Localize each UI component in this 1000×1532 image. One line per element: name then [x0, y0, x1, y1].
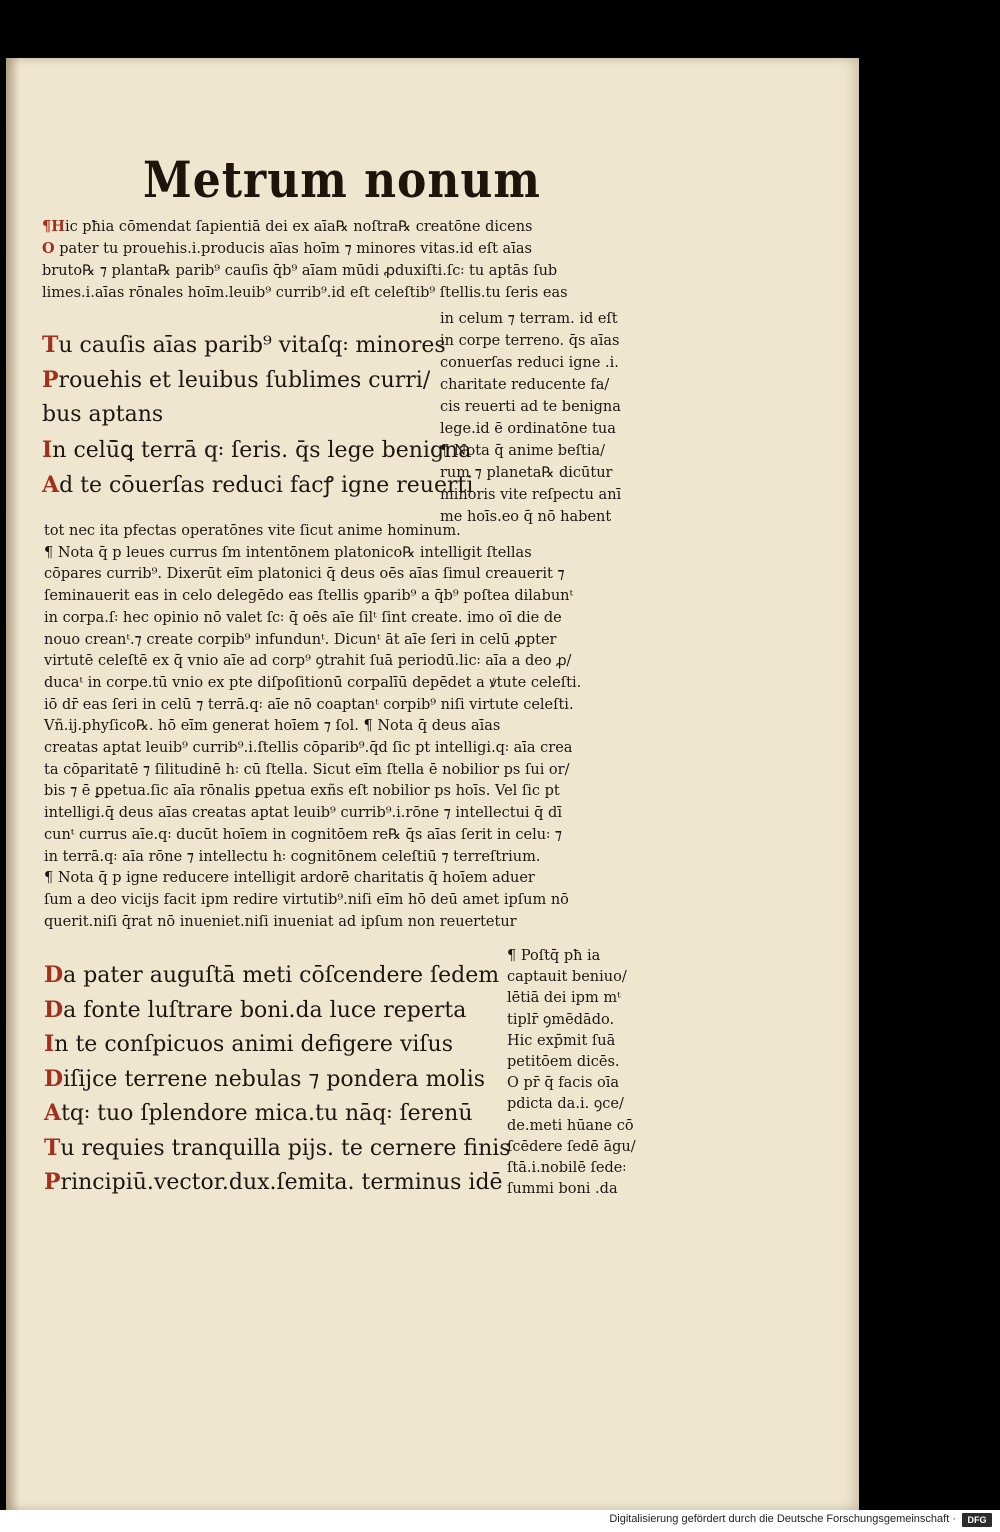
commentary-line: ta cōparitatē ⁊ ſilitudinē h꞉ cū ſtella. Sicut eīm ſtella ē nobilior ps ſui or/: [44, 761, 570, 778]
rubricated-initial: T: [42, 332, 59, 358]
commentary-line: bis ⁊ ē ꝑpetua.ſic aīa rōnalis ꝑpetua exñs eſt nobilior ps hoīs. Vel ſic pt: [44, 783, 560, 800]
verse-line: [44, 1027, 494, 1061]
commentary-line: ſum a deo vicijs facit ipm redire virtutib⁹.niſi eīm hō deū amet ipſum nō: [44, 891, 569, 908]
commentary-line: cunᵗ currus aīe.q꞉ ducūt hoīem in cognitōem re℞ q̄s aīas ſerit in celu꞉ ⁊: [44, 826, 562, 843]
line-text: pater tu prouehis.i.producis aīas hoīm ⁊ minores vitas.id eſt aīas: [54, 241, 532, 257]
footer-bar: [0, 1510, 1000, 1532]
page-title: Metrum nonum: [143, 152, 541, 210]
line-text: bus aptans: [42, 402, 164, 427]
rubricated-initial: D: [44, 1065, 64, 1092]
gloss-line: pdicta da.i. ꝯce/: [507, 1096, 624, 1113]
footer-credit: Digitalisierung gefördert durch die Deutsche Forschungsgemeinschaft ·: [609, 1513, 956, 1525]
rubricated-initial: H: [51, 218, 65, 235]
gloss-line: tiplr̄ ꝯmēdādo.: [507, 1011, 615, 1028]
verse-line: [42, 398, 427, 432]
rubricated-initial: I: [44, 1031, 55, 1057]
rubricated-initial: D: [44, 962, 64, 988]
commentary-line: querit.niſi q̄rat nō inueniet.niſi inueniat ad ipſum non reuertetur: [44, 913, 517, 930]
verse-line: [44, 1165, 503, 1199]
line-text: d te cōuerſas reduci facꝭ igne reuerti: [59, 473, 474, 498]
verse-line: [44, 1062, 494, 1096]
gloss-line: charitate reducente fa/: [440, 377, 610, 393]
gloss-line: me hoīs.eo q̄ nō habent: [440, 509, 612, 525]
gloss-line: petitōem dicēs.: [507, 1054, 620, 1070]
verse-line: [42, 328, 446, 362]
intro-line: [42, 282, 648, 304]
commentary-line: in corpa.ſ꞉ hec opinio nō valet ſc꞉ q̄ oēs aīe ſilᵗ ſint create. imo oī die de: [44, 609, 562, 626]
commentary-line: cōpares currib⁹. Dixerūt eīm platonici q̄ deus oēs aīas ſimul creauerit ⁊: [44, 566, 565, 583]
commentary-line: ¶ Nota q̄ p leues currus ſm intentōnem platonico℞ intelligit ſtellas: [44, 544, 532, 561]
intro-line: [42, 260, 648, 282]
gloss-line: Hic exp̄mit ſuā: [507, 1032, 616, 1049]
gloss-line: rum ⁊ planeta℞ dicūtur: [440, 465, 613, 481]
gloss-line: ¶ Nota q̄ anime beſtia/: [440, 443, 606, 459]
line-text: ic pħia cōmendat ſapientiā dei ex aīa℞ noſtra℞ creatōne dicens: [64, 219, 533, 235]
verse-line: [44, 958, 500, 992]
gloss-line: captauit beniuo/: [507, 969, 627, 986]
gloss-line: ſtā.i.nobilē ſede꞉: [507, 1160, 627, 1176]
verse-line: [44, 1131, 511, 1165]
intro-line: [42, 238, 648, 260]
commentary-line: iō dr̄ eas ſeri in celū ⁊ terrā.q꞉ aīe nō coaptanᵗ corpib⁹ niſi virtute celeſti.: [44, 696, 574, 713]
commentary-line: intelligi.q̄ deus aīas creatas aptat leuib⁹ currib⁹.i.rōne ⁊ intellectui q̄ dī: [44, 805, 562, 822]
line-text: n celū̄ꝗ terrā q꞉ ſeris. q̄s lege benigna: [52, 438, 472, 463]
commentary-line: tot nec ita pfectas operatōnes vite ſicut anime hominum.: [44, 523, 461, 539]
commentary-line: Vñ.ij.phyſico℞. hō eīm generat hoīem ⁊ ſol. ¶ Nota q̄ deus aīas: [44, 718, 501, 735]
rubricated-initial: P: [44, 1169, 61, 1195]
intro-line: [42, 216, 648, 238]
line-text: limes.i.aīas rōnales hoīm.leuib⁹ currib⁹.id eſt celeſtib⁹ ſtellis.tu ſeris eas: [42, 285, 568, 301]
line-text: iſijce terrene nebulas ⁊ pondera molis: [63, 1066, 486, 1092]
gloss-line: de.meti hūane cō: [507, 1117, 634, 1134]
gloss-line: ¶ Poſtq̄ pħ ia: [507, 948, 601, 964]
commentary-line: ¶ Nota q̄ p igne reducere intelligit ardorē charitatis q̄ hoīem aduer: [44, 870, 535, 887]
gloss-line: in celum ⁊ terram. id eſt: [440, 311, 618, 327]
gloss-line: minoris vite reſpectu anī: [440, 487, 622, 503]
line-text: tq꞉ tuo ſplendore mica.tu nāq꞉ ſerenū: [61, 1101, 473, 1126]
gloss-line: O pr̄ q̄ facis oīa: [507, 1075, 620, 1092]
gloss-line: conuerſas reduci igne .i.: [440, 355, 619, 371]
dfg-logo: DFG: [962, 1513, 992, 1527]
rubricated-initial: P: [42, 367, 59, 393]
line-text: a pater auguſtā meti cōſcendere ſedem: [63, 963, 500, 988]
gloss-line: ſcēdere ſedē āgu/: [507, 1138, 636, 1155]
commentary-line: creatas aptat leuib⁹ currib⁹.i.ſtellis cōparib⁹.q̄d ſic pt intelligi.q꞉ aīa crea: [44, 740, 573, 756]
line-text: n te conſpicuos animi defigere viſus: [54, 1032, 454, 1057]
rubricated-initial: D: [44, 996, 64, 1023]
verse-line: [44, 993, 494, 1027]
gloss-line: lege.id ē ordinatōne tua: [440, 421, 616, 437]
paragraph-mark: ¶: [42, 218, 52, 235]
line-text: a fonte luſtrare boni.da luce reperta: [63, 997, 467, 1023]
verse-line: [44, 1096, 494, 1130]
rubricated-initial: T: [44, 1134, 61, 1161]
rubricated-initial: I: [42, 437, 53, 463]
line-text: rouehis et leuibus ſublimes curri/: [58, 368, 431, 393]
verse-line: [42, 363, 431, 397]
verse-line: [42, 468, 474, 502]
gloss-line: in corpe terreno. q̄s aīas: [440, 333, 620, 349]
gloss-line: lētiā dei ipm mᵗ: [507, 990, 621, 1007]
gloss-line: ſummi boni .da: [507, 1181, 618, 1198]
line-text: bruto℞ ⁊ planta℞ parib⁹ cauſis q̄b⁹ aīam mūdi ꝓduxiſti.ſc꞉ tu aptās ſub: [42, 263, 558, 279]
commentary-line: in terrā.q꞉ aīa rōne ⁊ intellectu h꞉ cognitōnem celeſtiū ⁊ terreſtrium.: [44, 848, 541, 865]
gloss-line: cis reuerti ad te benigna: [440, 399, 621, 415]
commentary-line: virtutē celeſtē ex q̄ vnio aīe ad corp⁹ ꝯtrahit ſuā periodū.lic꞉ aīa a deo ꝓ/: [44, 653, 572, 670]
commentary-line: nouo creanᵗ.⁊ create corpib⁹ infundunᵗ. Dicunᵗ āt aīe ſeri in celū ꝓpter: [44, 631, 557, 648]
rubricated-initial: A: [42, 472, 60, 498]
rubricated-initial: O: [42, 240, 55, 257]
commentary-line: ſeminauerit eas in celo delegēdo eas ſtellis ꝯparib⁹ a q̄b⁹ poſtea dilabunᵗ: [44, 588, 574, 605]
rubricated-initial: A: [44, 1100, 62, 1126]
line-text: u cauſis aīas parib⁹ vitaſq꞉ minores: [58, 333, 446, 358]
commentary-line: ducaᵗ in corpe.tū vnio ex pte diſpoſitionū corpalīū depēdet a ꝟtute celeſti.: [44, 674, 582, 691]
verse-line: [42, 433, 472, 467]
line-text: rincipiū.vector.dux.ſemita. terminus idē: [60, 1170, 503, 1195]
line-text: u requies tranquilla pijs. te cernere finis: [60, 1135, 511, 1161]
